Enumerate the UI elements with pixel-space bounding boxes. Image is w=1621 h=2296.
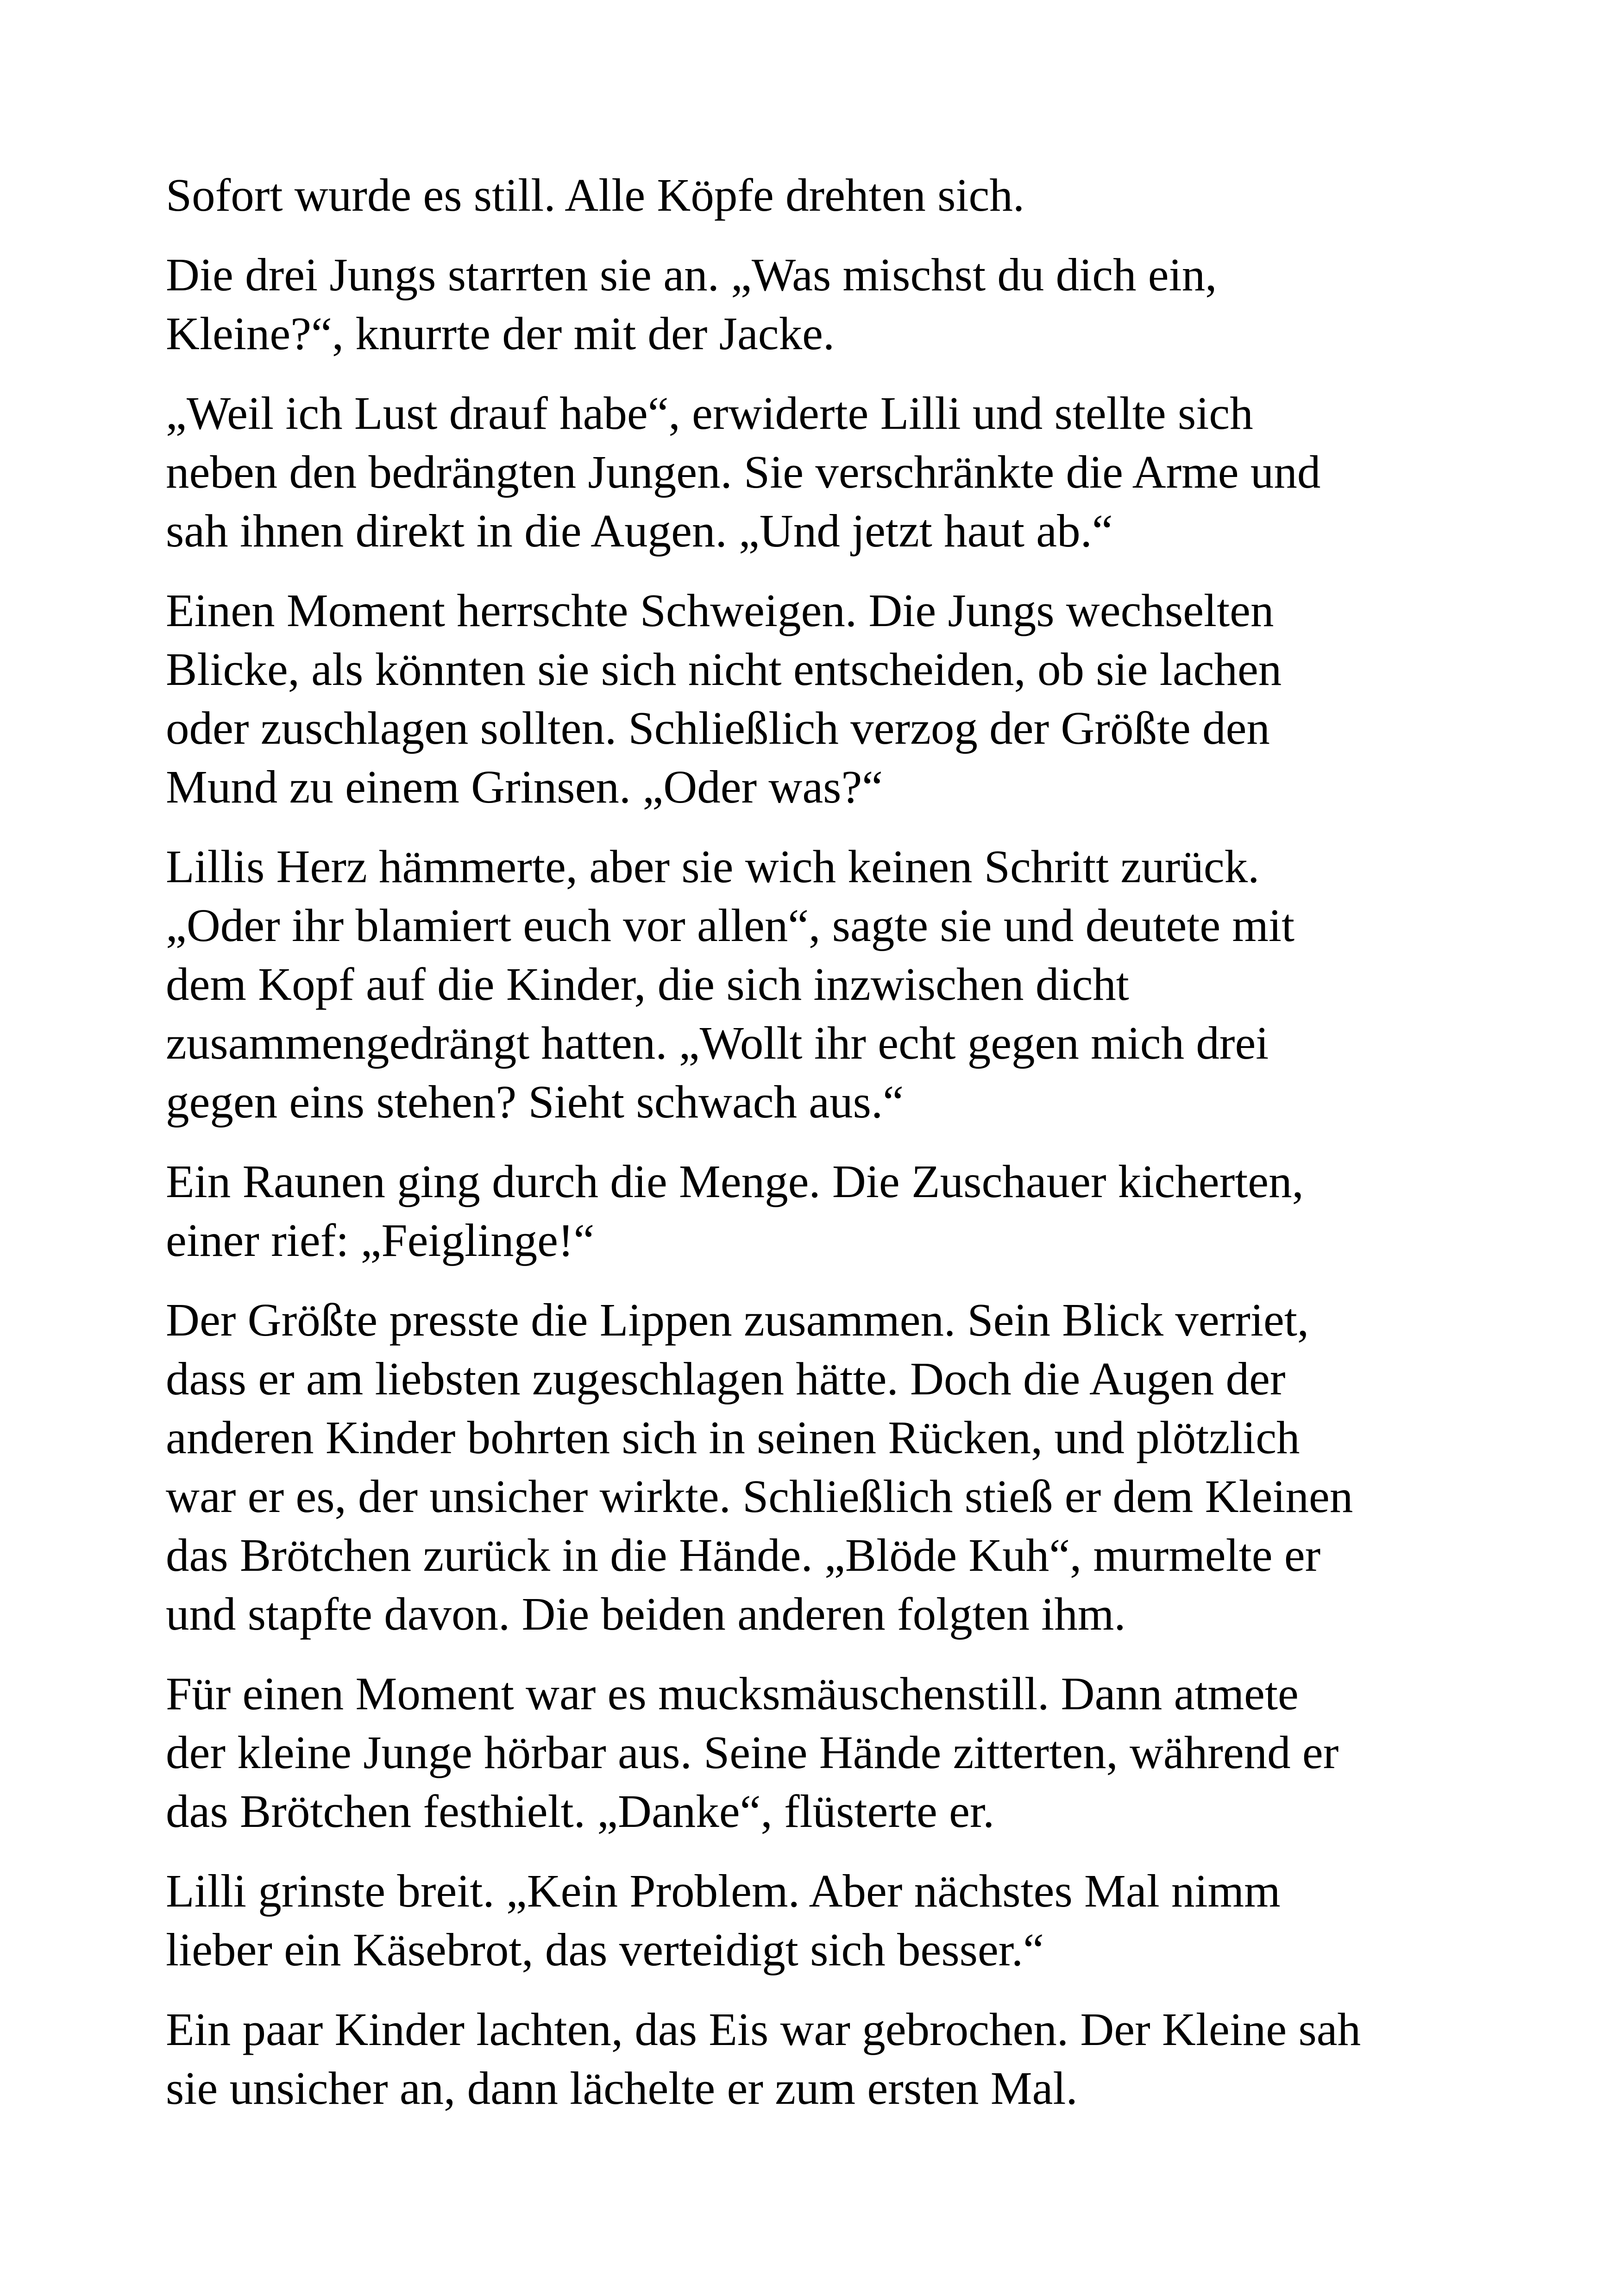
paragraph-9: Lilli grinste breit. „Kein Problem. Aber nächstes Mal nimm lieber ein Käsebrot, das verteidigt sich besser.“ bbox=[166, 1865, 1281, 1976]
paragraph-8: Für einen Moment war es mucksmäuschenstill. Dann atmete der kleine Junge hörbar aus. Seine Hände zitterten, während er das Brötchen festhielt. „Danke“, flüsterte er. bbox=[166, 1668, 1339, 1837]
paragraph-4: Einen Moment herrschte Schweigen. Die Jungs wechselten Blicke, als könnten sie sich nicht entscheiden, ob sie lachen oder zuschlagen sollten. Schließlich verzog der Größte den Mund zu einem Grinsen. „Oder was?“ bbox=[166, 584, 1282, 813]
paragraph-6: Ein Raunen ging durch die Menge. Die Zuschauer kicherten, einer rief: „Feiglinge!“ bbox=[166, 1155, 1304, 1266]
paragraph-3: „Weil ich Lust drauf habe“, erwiderte Lilli und stellte sich neben den bedrängten Jungen. Sie verschränkte die Arme und sah ihnen direkt in die Augen. „Und jetzt haut ab.“ bbox=[166, 387, 1321, 557]
document-page bbox=[166, 166, 1467, 2139]
paragraph-2: Die drei Jungs starrten sie an. „Was mischst du dich ein, Kleine?“, knurrte der mit der Jacke. bbox=[166, 249, 1217, 359]
paragraph-7: Der Größte presste die Lippen zusammen. Sein Blick verriet, dass er am liebsten zugeschlagen hätte. Doch die Augen der anderen Kinder bohrten sich in seinen Rücken, und plötzlich war er es, der unsicher wirkte. Schließlich stieß er dem Kleinen das Brötchen zurück in die Hände. „Blöde Kuh“, murmelte er und stapfte davon. Die beiden anderen folgten ihm. bbox=[166, 1294, 1353, 1640]
paragraph-10: Ein paar Kinder lachten, das Eis war gebrochen. Der Kleine sah sie unsicher an, dann lächelte er zum ersten Mal. bbox=[166, 2003, 1361, 2114]
paragraph-5: Lillis Herz hämmerte, aber sie wich keinen Schritt zurück. „Oder ihr blamiert euch vor allen“, sagte sie und deutete mit dem Kopf auf die Kinder, die sich inzwischen dicht zusammengedrängt hatten. „Wollt ihr echt gegen mich drei gegen eins stehen? Sieht schwach aus.“ bbox=[166, 841, 1295, 1128]
paragraph-1: Sofort wurde es still. Alle Köpfe drehten sich. bbox=[166, 169, 1025, 221]
